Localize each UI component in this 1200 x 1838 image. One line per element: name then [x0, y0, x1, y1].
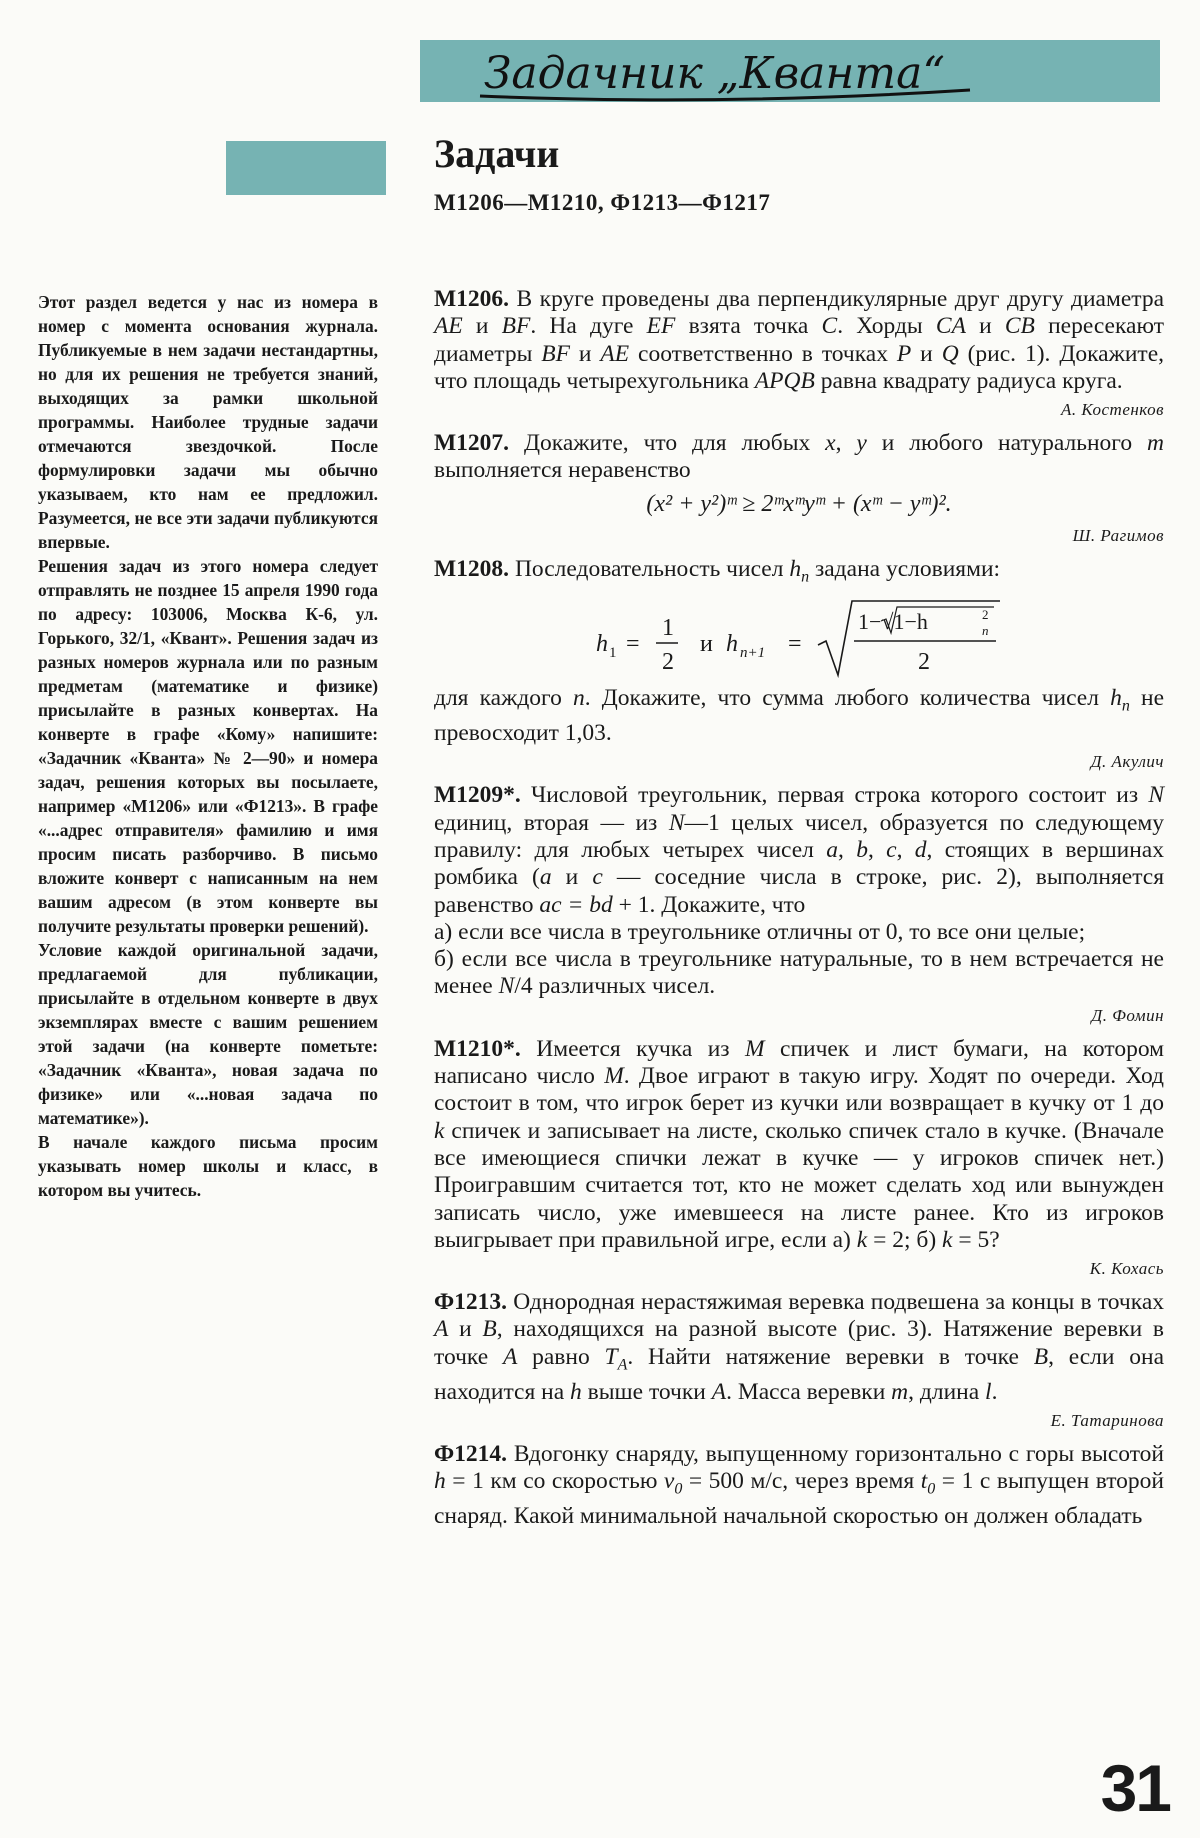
page-subtitle: М1206—М1210, Ф1213—Ф1217 — [434, 190, 771, 215]
sidebar-paragraph: В начале каждого письма просим указывать номер школы и класс, в котором вы учитесь. — [38, 1132, 378, 1200]
problem-m1210 — [434, 1036, 1164, 1279]
problem-text: М1208. Последовательность чисел $h_n$ задана условиями: — [434, 556, 1001, 586]
svg-text:1: 1 — [609, 645, 617, 662]
svg-text:2: 2 — [662, 649, 674, 676]
sidebar-paragraph: Условие каждой оригинальной задачи, предлагаемой для публикации, присылайте в отдельном конверте в двух экземплярах вместе с вашим решением этой задачи (на конверте пометьте: «Задачник «Кванта», новая задача по физике» или «...новая задача по математике»). — [38, 940, 378, 1128]
problem-part-a: а) если все числа в треугольнике отличны от 0, то все они целые; — [434, 918, 1086, 945]
svg-text:n: n — [982, 623, 989, 639]
problem-id: М1208. — [434, 556, 510, 583]
problem-id: М1207. — [434, 430, 510, 457]
problem-m1206 — [434, 286, 1164, 420]
problem-id: М1209*. — [434, 782, 521, 809]
svg-text:2: 2 — [918, 649, 930, 676]
problem-f1214 — [434, 1441, 1164, 1531]
problem-f1213 — [434, 1289, 1164, 1431]
inequality-formula: (x² + y²)ᵐ ≥ 2ᵐxᵐyᵐ + (xᵐ − yᵐ)². — [646, 490, 952, 517]
svg-text:=: = — [788, 631, 802, 658]
header-side-block — [226, 141, 386, 195]
problem-id: М1210*. — [434, 1035, 521, 1062]
svg-text:h: h — [726, 631, 738, 658]
sidebar-paragraph: Этот раздел ведется у нас из номера в номер с момента основания журнала. Публикуемые в нем задачи нестандартны, но для их решения не требуется знаний, выходящих за рамки школьной программы. Наиболее трудные задачи отмечаются звездочкой. После формулировки задачи мы обычно указываем, кто нам ее предложил. Разумеется, не все эти задачи публикуются впервые. — [38, 292, 378, 552]
problem-text: М1209*. Числовой треугольник, первая строка которого состоит из N единиц, вторая — из N—1 целых чисел, образуется по следующему правилу: для любых четырех чисел a, b, c, d, стоящих в вершинах ромбика (a и c — соседние числа в строке, рис. 2), выполняется равенство ac = bd + 1. Докажите, что — [434, 782, 1165, 918]
problems-column — [434, 286, 1164, 1531]
sidebar-info — [38, 290, 378, 1202]
problem-author: К. Кохась — [1089, 1259, 1164, 1279]
problem-id: М1206. — [434, 286, 510, 312]
problem-m1209 — [434, 782, 1164, 1025]
problem-m1207 — [434, 430, 1164, 546]
svg-text:n+1: n+1 — [740, 645, 766, 662]
problem-author: А. Костенков — [1060, 400, 1164, 420]
problem-author: Д. Акулич — [1090, 752, 1164, 772]
problem-id: Ф1214. — [434, 1440, 508, 1467]
page-number: 31 — [1100, 1751, 1170, 1825]
problem-text: М1207. Докажите, что для любых x, y и любого натурального m выполняется неравенство — [434, 430, 1164, 484]
problem-part-b: б) если все числа в треугольнике натуральные, то в нем встречается не менее N/4 различных чисел. — [434, 946, 1164, 1000]
svg-text:1: 1 — [662, 615, 674, 642]
problem-m1208 — [434, 556, 1164, 772]
problem-text-continued: для каждого n. Докажите, что сумма любого количества чисел $h_n$ не превосходит 1,03. — [434, 685, 1164, 747]
problem-text: М1206. В круге проведены два перпендикулярные друг другу диаметра AE и BF. На дуге EF взята точка C. Хорды CA и CB пересекают диаметры BF и AE соответственно в точках P и Q (рис. 1). Докажите, что площадь четырехугольника APQB равна квадрату радиуса круга. — [434, 286, 1164, 394]
problem-text: М1210*. Имеется кучка из M спичек и лист бумаги, на котором написано число M. Двое играют в такую игру. Ходят по очереди. Ход состоит в том, что игрок берет из кучки или возвращает в кучку от 1 до k спичек и записывает на листе, сколько спичек стало в кучке. (Вначале все имеющиеся спички лежат в кучке — у игроков спичек нет.) Проигравшим считается тот, кто не может сделать ход или вынужден записать число, уже имевшееся на листе ранее. Кто из игроков выигрывает при правильной игре, если а) k = 2; б) k = 5? — [434, 1035, 1164, 1253]
problem-author: Ш. Рагимов — [1072, 526, 1164, 546]
recurrence-formula — [434, 595, 1164, 681]
problem-author: Е. Татаринова — [1050, 1410, 1164, 1430]
svg-text:и: и — [700, 631, 713, 658]
svg-text:2: 2 — [982, 607, 989, 623]
banner-title-text: Задачник „Кванта“ — [484, 48, 945, 99]
problem-text: Ф1213. Однородная нерастяжимая веревка подвешена за концы в точках A и B, находящихся на разной высоте (рис. 3). Натяжение веревки в точке A равно $T_A$. Найти натяжение веревки в точке B, если она находится на h выше точки A. Масса веревки m, длина l. — [434, 1289, 1165, 1405]
page-title: Задачи — [434, 131, 560, 176]
recurrence-formula-svg — [434, 595, 1164, 681]
svg-text:1−√1−h: 1−√1−h — [858, 609, 928, 635]
problem-text: Ф1214. Вдогонку снаряду, выпущенному горизонтально с горы высотой h = 1 км со скоростью $v_0 = 500$ м/с, через время $t_0 = 1$ с выпущен второй снаряд. Какой минимальной начальной скоростью он должен обладать — [434, 1440, 1164, 1530]
svg-text:h: h — [596, 631, 608, 658]
sidebar-paragraph: Решения задач из этого номера следует отправлять не позднее 15 апреля 1990 года по адресу: 103006, Москва К-6, ул. Горького, 32/1, «Квант». Решения задач из разных номеров журнала или по разным предметам (математике и физике) присылайте в разных конвертах. На конверте в графе «Кому» напишите: «Задачник «Кванта» № 2—90» и номера задач, решения которых вы посылаете, например «М1206» или «Ф1213». В графе «...адрес отправителя» фамилию и имя просим писать разборчиво. В письмо вложите конверт с написанным на нем вашим адресом (в этом конверте вы получите результаты проверки решений). — [38, 556, 378, 936]
problem-id: Ф1213. — [434, 1289, 508, 1316]
svg-text:=: = — [626, 631, 640, 658]
banner-script-title — [470, 30, 990, 114]
problem-author: Д. Фомин — [1091, 1005, 1164, 1025]
